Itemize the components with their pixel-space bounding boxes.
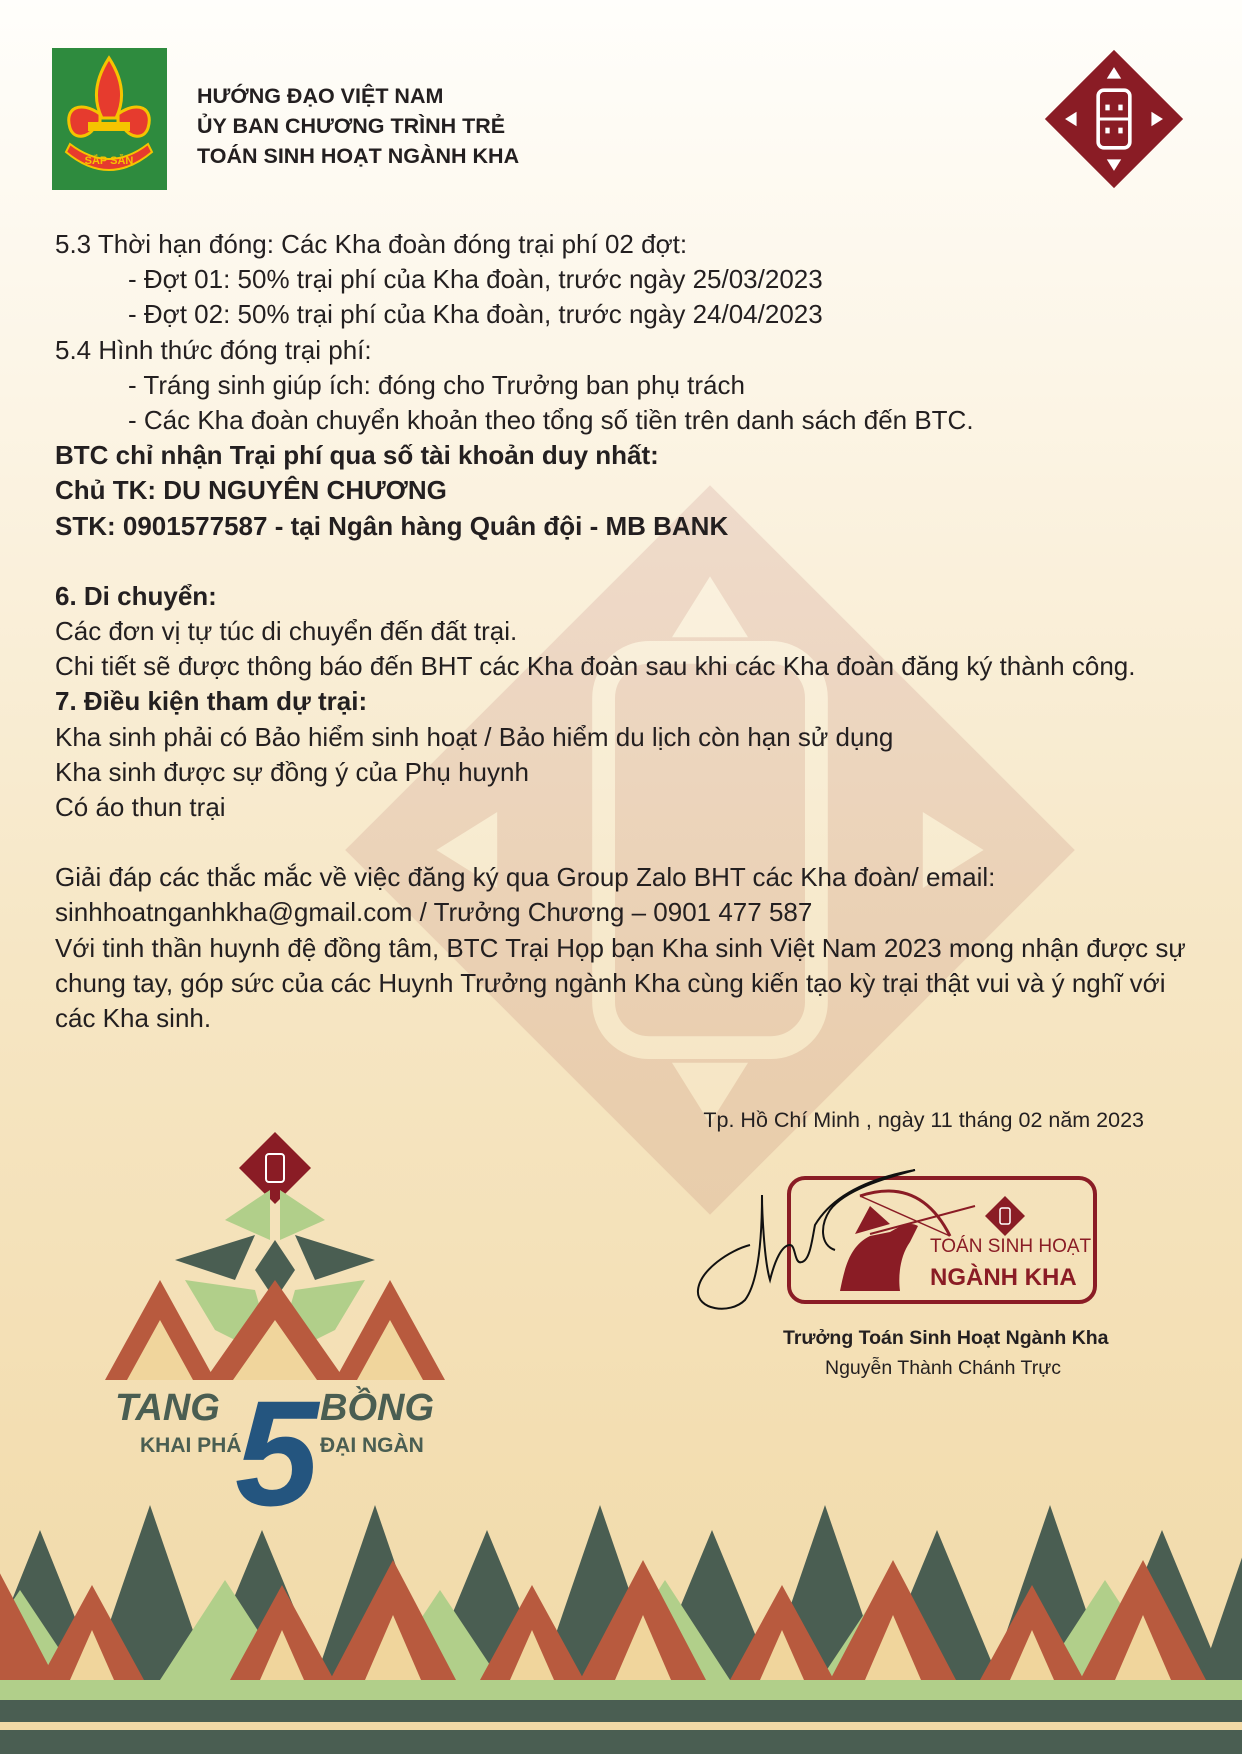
section-5-4-item-2: - Các Kha đoàn chuyển khoản theo tổng số tiền trên danh sách đến BTC. bbox=[128, 405, 974, 436]
logo-motto: SẮP SẴN bbox=[84, 155, 134, 167]
section-5-3-item-2: - Đợt 02: 50% trại phí của Kha đoàn, trước ngày 24/04/2023 bbox=[128, 299, 823, 330]
forest-border-decoration bbox=[0, 1490, 1242, 1754]
scout-fleur-de-lis-logo bbox=[52, 48, 167, 190]
logo-word-tang: TANG bbox=[115, 1387, 220, 1429]
place-date-line: Tp. Hồ Chí Minh , ngày 11 tháng 02 năm 2023 bbox=[703, 1108, 1144, 1132]
signatory-name: Nguyễn Thành Chánh Trực bbox=[825, 1357, 1061, 1379]
section-6-line-2: Chi tiết sẽ được thông báo đến BHT các Kha đoàn sau khi các Kha đoàn đăng ký thành công. bbox=[55, 651, 1136, 682]
bank-account-owner: Chủ TK: DU NGUYÊN CHƯƠNG bbox=[55, 475, 447, 506]
section-5-3-item-1: - Đợt 01: 50% trại phí của Kha đoàn, trước ngày 25/03/2023 bbox=[128, 264, 823, 295]
bank-account-number: STK: 0901577587 - tại Ngân hàng Quân đội - MB BANK bbox=[55, 510, 729, 541]
document-body bbox=[55, 227, 1195, 1036]
logo-sub-dai-ngan: ĐẠI NGÀN bbox=[320, 1434, 424, 1457]
org-line-1: HƯỚNG ĐẠO VIỆT NAM bbox=[197, 84, 444, 108]
signatory-title: Trưởng Toán Sinh Hoạt Ngành Kha bbox=[783, 1327, 1109, 1349]
org-line-2: ỦY BAN CHƯƠNG TRÌNH TRẺ bbox=[197, 114, 506, 138]
section-7-line-2: Kha sinh được sự đồng ý của Phụ huynh bbox=[55, 756, 529, 787]
closing-paragraph: Với tinh thần huynh đệ đồng tâm, BTC Trại Họp bạn Kha sinh Việt Nam 2023 mong nhận được sự chung tay, góp sức của các Huynh Trưởng ngành Kha cùng kiến tạo kỳ trại thật vui và ý nghĩ với các Kha sinh. bbox=[55, 932, 1186, 1034]
kha-emblem-logo bbox=[1042, 47, 1186, 191]
handwritten-signature bbox=[690, 1150, 930, 1320]
camp-tang-bong-logo bbox=[105, 1130, 455, 1510]
section-6-line-1: Các đơn vị tự túc di chuyển đến đất trại. bbox=[55, 616, 518, 647]
section-5-4-title: 5.4 Hình thức đóng trại phí: bbox=[55, 334, 372, 365]
contact-line-2: sinhhoatnganhkha@gmail.com / Trưởng Chương – 0901 477 587 bbox=[55, 897, 813, 928]
stamp-text-line-1: TOÁN SINH HOẠT bbox=[930, 1236, 1092, 1257]
section-7-line-3: Có áo thun trại bbox=[55, 792, 226, 823]
org-line-3: TOÁN SINH HOẠT NGÀNH KHA bbox=[197, 144, 520, 168]
logo-sub-khai-pha: KHAI PHÁ bbox=[140, 1434, 242, 1457]
bank-note: BTC chỉ nhận Trại phí qua số tài khoản duy nhất: bbox=[55, 440, 659, 471]
contact-line-1: Giải đáp các thắc mắc về việc đăng ký qua Group Zalo BHT các Kha đoàn/ email: bbox=[55, 862, 996, 893]
logo-word-bong: BỒNG bbox=[320, 1387, 434, 1429]
section-5-4-item-1: - Tráng sinh giúp ích: đóng cho Trưởng ban phụ trách bbox=[128, 369, 745, 400]
section-5-3-title: 5.3 Thời hạn đóng: Các Kha đoàn đóng trại phí 02 đợt: bbox=[55, 229, 688, 259]
section-7-title: 7. Điều kiện tham dự trại: bbox=[55, 686, 368, 717]
section-7-line-1: Kha sinh phải có Bảo hiểm sinh hoạt / Bảo hiểm du lịch còn hạn sử dụng bbox=[55, 721, 894, 752]
stamp-text-line-2: NGÀNH KHA bbox=[930, 1264, 1077, 1291]
organization-header bbox=[197, 81, 519, 171]
section-6-title: 6. Di chuyển: bbox=[55, 580, 217, 611]
logo-number-5: 5 bbox=[235, 1369, 319, 1510]
